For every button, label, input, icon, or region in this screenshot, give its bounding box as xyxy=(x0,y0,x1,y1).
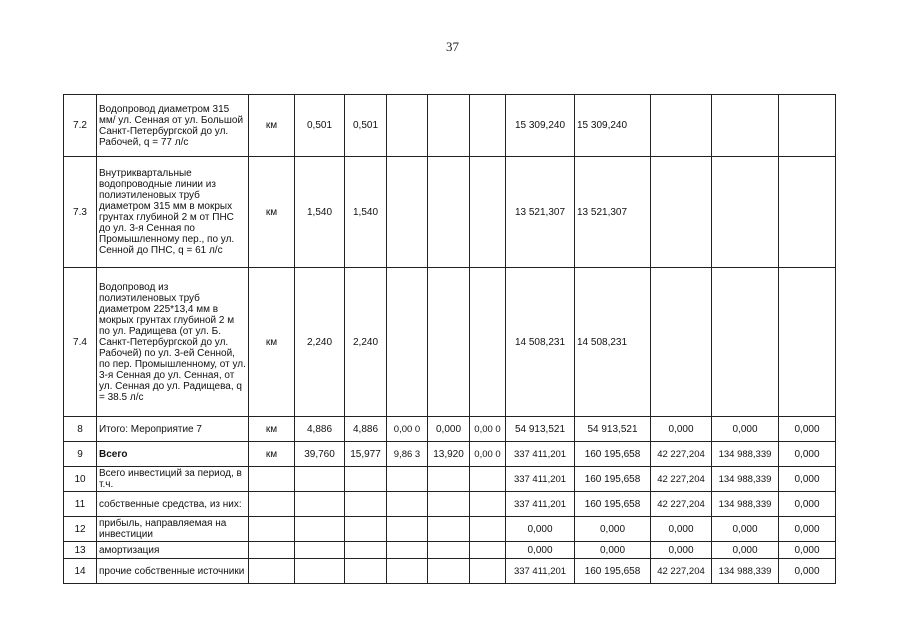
value-cell xyxy=(712,95,779,157)
value-cell xyxy=(470,542,506,559)
value-cell xyxy=(387,542,428,559)
value-cell: 337 411,201 xyxy=(506,492,575,517)
value-cell: 134 988,339 xyxy=(712,559,779,584)
value-cell: 0,000 xyxy=(575,542,651,559)
value-cell xyxy=(428,268,470,417)
value-cell: 2,240 xyxy=(295,268,345,417)
value-cell: 0,000 xyxy=(712,417,779,442)
value-cell: 160 195,658 xyxy=(575,467,651,492)
row-number: 13 xyxy=(64,542,97,559)
value-cell: 0,501 xyxy=(295,95,345,157)
value-cell: 0,000 xyxy=(779,417,836,442)
value-cell: 42 227,204 xyxy=(651,442,712,467)
value-cell xyxy=(387,95,428,157)
value-cell: 134 988,339 xyxy=(712,467,779,492)
row-number: 7.2 xyxy=(64,95,97,157)
page-number: 37 xyxy=(446,39,459,54)
value-cell: 54 913,521 xyxy=(575,417,651,442)
value-cell xyxy=(428,157,470,268)
value-cell xyxy=(345,492,387,517)
value-cell: 337 411,201 xyxy=(506,559,575,584)
value-cell: 1,540 xyxy=(345,157,387,268)
value-cell xyxy=(428,542,470,559)
table-row xyxy=(64,157,836,268)
value-cell: 13,920 xyxy=(428,442,470,467)
row-description: Всего инвестиций за период, в т.ч. xyxy=(97,467,249,492)
row-number: 8 xyxy=(64,417,97,442)
value-cell: 4,886 xyxy=(295,417,345,442)
value-cell xyxy=(428,517,470,542)
value-cell xyxy=(387,268,428,417)
value-cell: 0,000 xyxy=(651,517,712,542)
value-cell xyxy=(470,467,506,492)
value-cell xyxy=(345,559,387,584)
value-cell: 0,000 xyxy=(651,417,712,442)
value-cell: 15,977 xyxy=(345,442,387,467)
table-row xyxy=(64,95,836,157)
row-description: собственные средства, из них: xyxy=(97,492,249,517)
row-number: 11 xyxy=(64,492,97,517)
value-cell: 0,000 xyxy=(428,417,470,442)
value-cell: 0,000 xyxy=(779,442,836,467)
value-cell xyxy=(387,559,428,584)
value-cell: 0,000 xyxy=(779,559,836,584)
value-cell: 0,000 xyxy=(779,467,836,492)
row-number: 9 xyxy=(64,442,97,467)
value-cell xyxy=(295,559,345,584)
value-cell: 39,760 xyxy=(295,442,345,467)
value-cell xyxy=(651,268,712,417)
investment-table xyxy=(63,94,836,584)
unit-cell: км xyxy=(249,157,295,268)
row-description: Водопровод из полиэтиленовых труб диаметром 225*13,4 мм в мокрых грунтах глубиной 2 м по ул. Радищева (от ул. Б. Санкт-Петербургской до ул. Рабочей) по ул. 3-ей Сенной, по пер. Промышленному, от ул. 3-я Сенная до ул. Сенная, от ул. Сенная до ул. Радищева, q = 38.5 л/с xyxy=(97,268,249,417)
unit-cell: км xyxy=(249,442,295,467)
value-cell: 2,240 xyxy=(345,268,387,417)
value-cell xyxy=(387,517,428,542)
value-cell: 42 227,204 xyxy=(651,492,712,517)
value-cell: 337 411,201 xyxy=(506,467,575,492)
unit-cell: км xyxy=(249,417,295,442)
unit-cell xyxy=(249,559,295,584)
value-cell xyxy=(779,157,836,268)
value-cell: 134 988,339 xyxy=(712,442,779,467)
unit-cell xyxy=(249,517,295,542)
value-cell xyxy=(387,157,428,268)
unit-cell xyxy=(249,467,295,492)
table-row xyxy=(64,268,836,417)
value-cell xyxy=(345,542,387,559)
value-cell: 0,000 xyxy=(712,517,779,542)
value-cell: 54 913,521 xyxy=(506,417,575,442)
value-cell: 13 521,307 xyxy=(506,157,575,268)
value-cell xyxy=(470,95,506,157)
value-cell: 0,000 xyxy=(575,517,651,542)
table-row xyxy=(64,442,836,467)
table-row xyxy=(64,542,836,559)
value-cell: 0,000 xyxy=(779,542,836,559)
value-cell xyxy=(470,559,506,584)
value-cell: 0,000 xyxy=(506,517,575,542)
table-row xyxy=(64,517,836,542)
value-cell: 160 195,658 xyxy=(575,442,651,467)
value-cell: 0,000 xyxy=(651,542,712,559)
value-cell xyxy=(345,467,387,492)
value-cell xyxy=(295,542,345,559)
value-cell xyxy=(470,517,506,542)
row-description: Внутриквартальные водопроводные линии из полиэтиленовых труб диаметром 315 мм в мокрых грунтах глубиной 2 м от ПНС до ул. 3-я Сенная по Промышленному пер., по ул. Сенной до ПНС, q = 61 л/с xyxy=(97,157,249,268)
value-cell xyxy=(470,492,506,517)
value-cell: 1,540 xyxy=(295,157,345,268)
row-description: амортизация xyxy=(97,542,249,559)
value-cell xyxy=(712,268,779,417)
value-cell xyxy=(651,95,712,157)
value-cell xyxy=(428,559,470,584)
table-row xyxy=(64,559,836,584)
value-cell: 4,886 xyxy=(345,417,387,442)
row-number: 7.3 xyxy=(64,157,97,268)
value-cell xyxy=(345,517,387,542)
value-cell: 160 195,658 xyxy=(575,559,651,584)
value-cell xyxy=(470,268,506,417)
value-cell xyxy=(712,157,779,268)
row-number: 12 xyxy=(64,517,97,542)
unit-cell xyxy=(249,492,295,517)
table-row xyxy=(64,492,836,517)
value-cell xyxy=(428,467,470,492)
value-cell: 0,00 0 xyxy=(470,442,506,467)
table-row xyxy=(64,417,836,442)
unit-cell xyxy=(249,542,295,559)
unit-cell: км xyxy=(249,268,295,417)
value-cell xyxy=(295,467,345,492)
row-description: Всего xyxy=(97,442,249,467)
value-cell: 337 411,201 xyxy=(506,442,575,467)
value-cell: 42 227,204 xyxy=(651,467,712,492)
value-cell: 0,00 0 xyxy=(470,417,506,442)
row-description: прибыль, направляемая на инвестиции xyxy=(97,517,249,542)
value-cell xyxy=(470,157,506,268)
row-number: 14 xyxy=(64,559,97,584)
value-cell: 134 988,339 xyxy=(712,492,779,517)
value-cell: 9,86 3 xyxy=(387,442,428,467)
value-cell: 0,000 xyxy=(712,542,779,559)
value-cell: 13 521,307 xyxy=(575,157,651,268)
value-cell: 15 309,240 xyxy=(575,95,651,157)
value-cell: 42 227,204 xyxy=(651,559,712,584)
value-cell xyxy=(651,157,712,268)
value-cell: 14 508,231 xyxy=(506,268,575,417)
value-cell: 14 508,231 xyxy=(575,268,651,417)
value-cell xyxy=(779,268,836,417)
row-number: 10 xyxy=(64,467,97,492)
row-description: Итого: Мероприятие 7 xyxy=(97,417,249,442)
value-cell xyxy=(387,467,428,492)
value-cell: 0,501 xyxy=(345,95,387,157)
value-cell xyxy=(387,492,428,517)
value-cell: 160 195,658 xyxy=(575,492,651,517)
value-cell xyxy=(295,492,345,517)
row-description: Водопровод диаметром 315 мм/ ул. Сенная от ул. Большой Санкт-Петербургской до ул. Рабочей, q = 77 л/с xyxy=(97,95,249,157)
value-cell: 15 309,240 xyxy=(506,95,575,157)
unit-cell: км xyxy=(249,95,295,157)
value-cell xyxy=(295,517,345,542)
value-cell xyxy=(428,492,470,517)
value-cell: 0,000 xyxy=(779,492,836,517)
row-number: 7.4 xyxy=(64,268,97,417)
value-cell xyxy=(428,95,470,157)
value-cell: 0,000 xyxy=(779,517,836,542)
row-description: прочие собственные источники xyxy=(97,559,249,584)
value-cell: 0,00 0 xyxy=(387,417,428,442)
value-cell xyxy=(779,95,836,157)
value-cell: 0,000 xyxy=(506,542,575,559)
table-row xyxy=(64,467,836,492)
